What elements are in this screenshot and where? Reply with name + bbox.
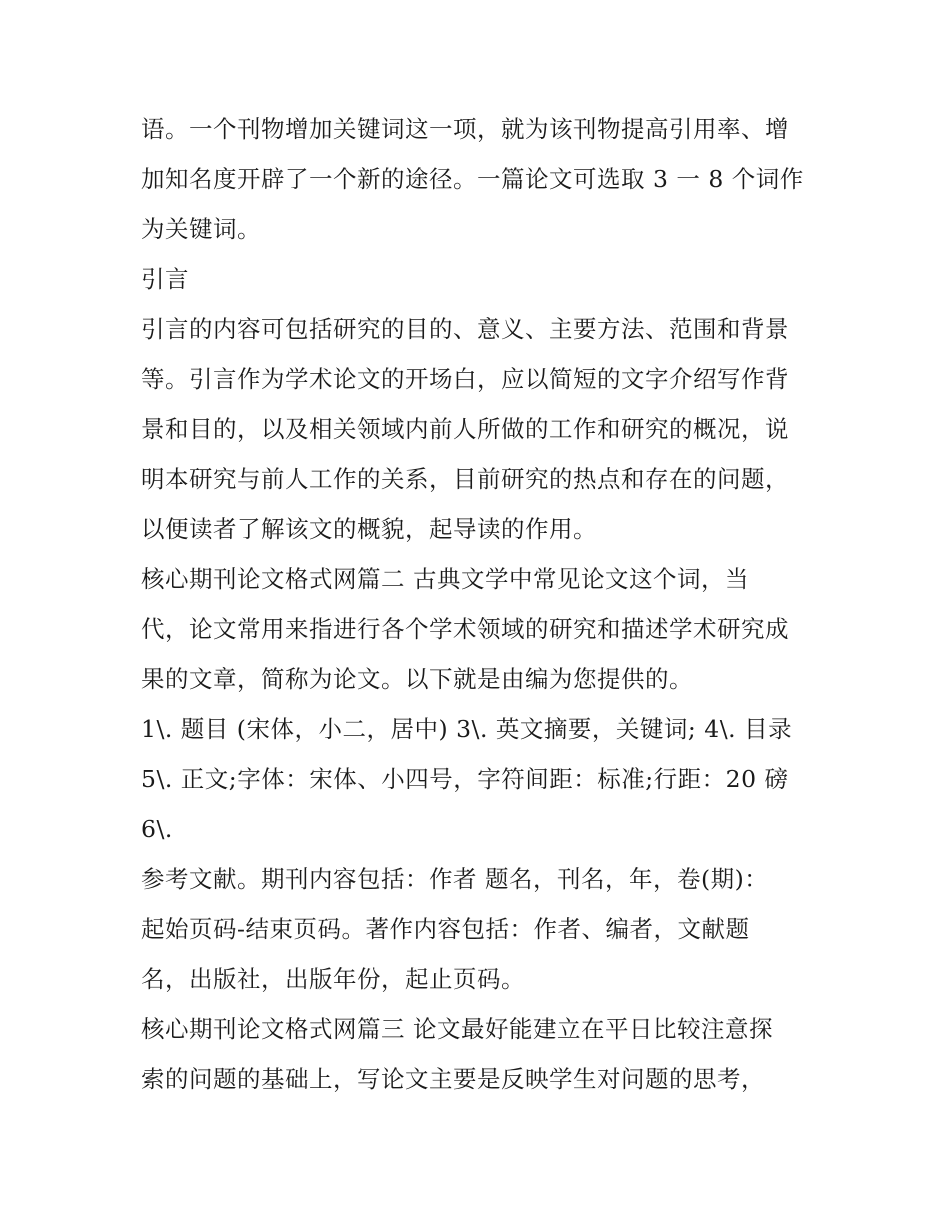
text-line-16: 参考文献。期刊内容包括：作者 题名，刊名，年，卷(期)： bbox=[141, 865, 769, 893]
text-line-10: 核心期刊论文格式网篇二 古典文学中常见论文这个词，当 bbox=[141, 565, 749, 593]
text-line-14: 5\. 正文;字体：宋体、小四号，字符间距：标准;行距：20 磅 bbox=[141, 765, 789, 793]
text-line-9: 以便读者了解该文的概貌，起导读的作用。 bbox=[141, 515, 597, 543]
text-line-17: 起始页码-结束页码。著作内容包括：作者、编者，文献题 bbox=[141, 915, 750, 943]
text-line-20: 索的问题的基础上，写论文主要是反映学生对问题的思考， bbox=[141, 1065, 765, 1093]
document-body bbox=[141, 104, 821, 1104]
text-line-18: 名，出版社，出版年份，起止页码。 bbox=[141, 965, 525, 993]
text-line-19: 核心期刊论文格式网篇三 论文最好能建立在平日比较注意探 bbox=[141, 1015, 773, 1043]
text-line-13: 1\. 题目 (宋体，小二，居中) 3\. 英文摘要，关键词; 4\. 目录 bbox=[141, 715, 793, 743]
text-line-7: 景和目的，以及相关领域内前人所做的工作和研究的概况，说 bbox=[141, 415, 789, 443]
text-line-12: 果的文章，简称为论文。以下就是由编为您提供的。 bbox=[141, 665, 693, 693]
text-line-1: 语。一个刊物增加关键词这一项，就为该刊物提高引用率、增 bbox=[141, 115, 789, 143]
text-line-11: 代，论文常用来指进行各个学术领域的研究和描述学术研究成 bbox=[141, 615, 789, 643]
text-line-3: 为关键词。 bbox=[141, 215, 261, 243]
text-line-6: 等。引言作为学术论文的开场白，应以简短的文字介绍写作背 bbox=[141, 365, 789, 393]
text-line-5: 引言的内容可包括研究的目的、意义、主要方法、范围和背景 bbox=[141, 315, 789, 343]
section-heading-introduction: 引言 bbox=[141, 265, 189, 293]
text-line-2: 加知名度开辟了一个新的途径。一篇论文可选取 3 一 8 个词作 bbox=[141, 165, 804, 193]
text-line-15: 6\. bbox=[141, 815, 173, 843]
text-line-8: 明本研究与前人工作的关系，目前研究的热点和存在的问题， bbox=[141, 465, 789, 493]
